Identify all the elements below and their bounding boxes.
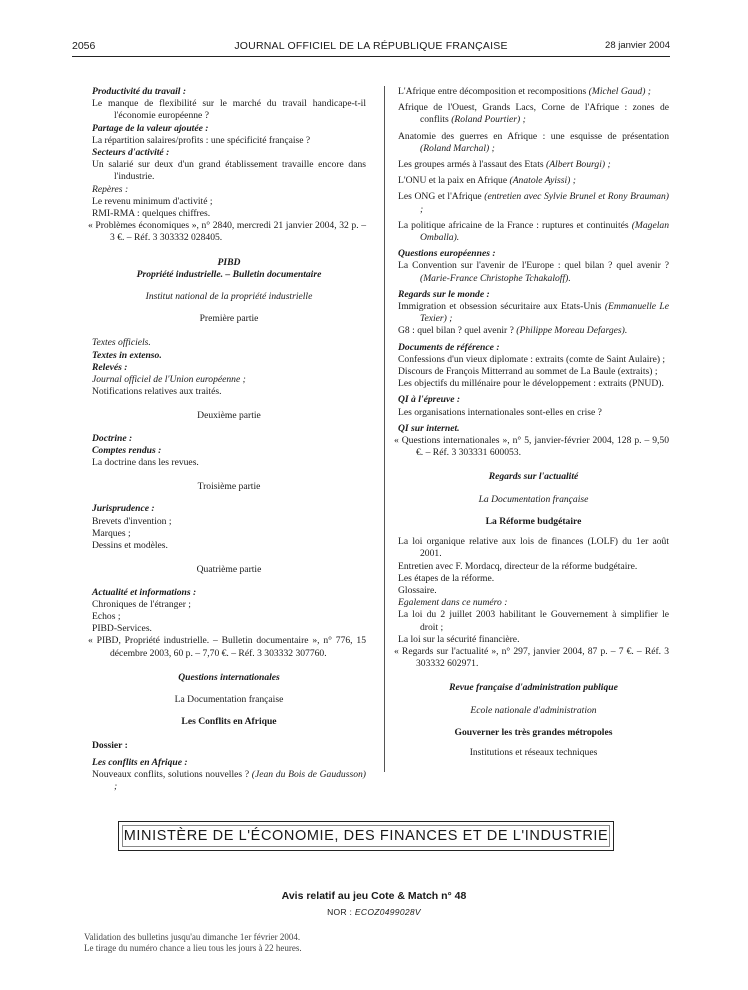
entry-text: [398, 325, 669, 337]
entry-text: [398, 86, 669, 98]
part-heading: Quatrième partie: [196, 564, 262, 576]
part-heading: Deuxième partie: [197, 410, 261, 422]
entry-text: Entretien avec F. Mordacq, directeur de la réforme budgétaire.: [398, 560, 638, 572]
entry-text: [398, 175, 669, 187]
issue-subtheme: Institutions et réseaux techniques: [469, 746, 598, 758]
nor-code: ECOZ0499028V: [354, 907, 421, 917]
section-heading: Comptes rendus :: [92, 444, 162, 456]
section-heading: Regards sur le monde :: [398, 288, 490, 300]
issue-theme: Gouverner les très grandes métropoles: [454, 726, 613, 738]
section-heading: Documents de référence :: [398, 341, 500, 353]
section-heading: Dossier :: [92, 740, 128, 752]
article-author: (Anatole Ayissi) ;: [509, 175, 576, 187]
page-number: 2056: [72, 40, 96, 52]
entry-text: Un salarié sur deux d'un grand établissement travaille encore dans l'industrie.: [92, 159, 366, 183]
publication-title: Revue française d'administration publique: [449, 682, 618, 694]
publication-subtitle: Propriété industrielle. – Bulletin documentaire: [136, 268, 322, 280]
article-author: (Magelan Omballa).: [420, 219, 669, 244]
notice-line: Validation des bulletins jusqu'au dimanche 1er février 2004.: [84, 932, 301, 942]
article-title: Les ONG et l'Afrique: [398, 191, 482, 203]
section-heading: Questions européennes :: [398, 248, 496, 260]
entry-text: [398, 191, 669, 215]
article-title: La Convention sur l'avenir de l'Europe : quel bilan ? quel avenir ?: [398, 260, 669, 272]
reference-line: « Problèmes économiques », n° 2840, mercredi 21 janvier 2004, 32 p. – 3 €. – Réf. 3 303332 028405.: [88, 220, 366, 244]
notice-line: Le tirage du numéro chance a lieu tous les jours à 22 heures.: [84, 943, 302, 953]
section-heading: Relevés :: [92, 361, 128, 373]
entry-text: Brevets d'invention ;: [92, 515, 172, 527]
left-column: [88, 86, 366, 793]
section-heading: Les conflits en Afrique :: [92, 756, 188, 768]
column-divider: [384, 86, 385, 772]
entry-text: Les étapes de la réforme.: [398, 572, 495, 584]
publisher-name: Ecole nationale d'administration: [470, 704, 597, 716]
section-heading: Repères :: [92, 183, 129, 195]
article-author: (Albert Bourgi) ;: [546, 159, 611, 171]
journal-title: JOURNAL OFFICIEL DE LA RÉPUBLIQUE FRANÇAISE: [234, 40, 508, 52]
entry-text: Marques ;: [92, 527, 131, 539]
article-title: Afrique de l'Ouest, Grands Lacs, Corne de l'Afrique : zones de conflits: [398, 102, 669, 126]
issue-theme: La Réforme budgétaire: [485, 515, 582, 527]
article-title: Anatomie des guerres en Afrique : une esquisse de présentation: [398, 130, 669, 142]
section-heading: Actualité et informations :: [92, 586, 197, 598]
entry-text: RMI-RMA : quelques chiffres.: [92, 208, 211, 220]
article-title: L'Afrique entre décomposition et recompositions: [398, 86, 587, 97]
article-author: (Emmanuelle Le Texier) ;: [420, 301, 669, 325]
notice-body: [84, 932, 524, 954]
entry-text: Confessions d'un vieux diplomate : extraits (comte de Saint Aulaire) ;: [398, 353, 666, 365]
section-heading: Productivité du travail :: [92, 86, 187, 97]
publication-title: Questions internationales: [178, 671, 280, 683]
entry-text: Les objectifs du millénaire pour le développement : extraits (PNUD).: [398, 378, 664, 390]
article-author: (Jean du Bois de Gaudusson) ;: [114, 768, 366, 792]
section-heading: Jurisprudence :: [92, 503, 155, 515]
entry-text: La loi sur la sécurité financière.: [398, 633, 520, 645]
entry-text: Notifications relatives aux traités.: [92, 386, 222, 398]
part-heading: Première partie: [199, 313, 259, 325]
reference-line: « Regards sur l'actualité », n° 297, janvier 2004, 87 p. – 7 €. – Réf. 3 303332 602971.: [394, 645, 669, 670]
entry-text: Dessins et modèles.: [92, 540, 168, 552]
issue-theme: Les Conflits en Afrique: [181, 716, 277, 728]
header-rule: [72, 56, 670, 57]
page-header: [72, 40, 670, 54]
issue-date: 28 janvier 2004: [605, 40, 670, 51]
section-heading: QI à l'épreuve :: [398, 394, 461, 406]
reference-line: « PIBD, Propriété industrielle. – Bulletin documentaire », n° 776, 15 décembre 2003, 60 p. – 7,70 €. – Réf. 3 303332 307760.: [88, 635, 366, 659]
nor-reference: [0, 907, 748, 917]
entry-text: Discours de François Mitterrand au sommet de La Baule (extraits) ;: [398, 366, 658, 378]
article-title: G8 : quel bilan ? quel avenir ?: [398, 325, 514, 337]
entry-text: [398, 301, 669, 325]
entry-text: Journal officiel de l'Union européenne ;: [92, 374, 246, 386]
entry-text: La répartition salaires/profits : une spécificité française ?: [92, 134, 311, 146]
article-title: Nouveaux conflits, solutions nouvelles ?: [92, 768, 250, 780]
section-heading: Doctrine :: [92, 432, 133, 444]
entry-text: Glossaire.: [398, 584, 437, 596]
article-title: L'ONU et la paix en Afrique: [398, 175, 508, 187]
publisher-name: Institut national de la propriété industrielle: [145, 291, 313, 303]
nor-label: NOR :: [327, 907, 353, 917]
article-author: (Marie-France Christophe Tchakaloff).: [420, 272, 571, 284]
notice-title: Avis relatif au jeu Cote & Match n° 48: [281, 890, 467, 902]
article-title: La politique africaine de la France : ruptures et continuités: [398, 219, 629, 231]
entry-text: [398, 102, 669, 126]
right-column: [394, 86, 670, 759]
entry-text: [92, 769, 366, 793]
entry-text: PIBD-Services.: [92, 623, 152, 635]
article-author: (Philippe Moreau Defarges).: [516, 325, 628, 337]
entry-text: La loi du 2 juillet 2003 habilitant le Gouvernement à simplifier le droit ;: [398, 609, 669, 633]
entry-text: Echos ;: [92, 610, 121, 622]
publisher-name: La Documentation française: [478, 493, 589, 505]
article-author: (Michel Gaud) ;: [588, 86, 651, 97]
publisher-name: La Documentation française: [174, 693, 284, 705]
article-author: (entretien avec Sylvie Brunel et Rony Brauman) ;: [420, 191, 670, 215]
article-author: (Roland Pourtier) ;: [451, 114, 526, 126]
publication-title: Regards sur l'actualité: [488, 471, 579, 483]
entry-text: Le manque de flexibilité sur le marché du travail handicape-t-il l'économie européenne ?: [92, 98, 366, 122]
entry-text: [398, 159, 669, 171]
entry-text: La loi organique relative aux lois de finances (LOLF) du 1er août 2001.: [398, 536, 669, 560]
entry-text: [398, 260, 669, 284]
entry-text: [398, 131, 669, 155]
section-heading: Textes in extenso.: [92, 349, 162, 361]
publication-title: PIBD: [217, 256, 241, 268]
section-heading: Secteurs d'activité :: [92, 147, 170, 159]
article-title: Les groupes armés à l'assaut des Etats: [398, 159, 544, 171]
entry-text: Le revenu minimum d'activité ;: [92, 195, 213, 207]
section-heading: Partage de la valeur ajoutée :: [92, 122, 209, 134]
section-heading: Egalement dans ce numéro :: [398, 597, 508, 609]
entry-text: Les organisations internationales sont-elles en crise ?: [398, 406, 602, 418]
section-heading: Textes officiels.: [92, 337, 151, 349]
reference-line: « Questions internationales », n° 5, janvier-février 2004, 128 p. – 9,50 €. – Réf. 3 303331 600053.: [394, 435, 669, 459]
section-heading: QI sur internet.: [398, 422, 460, 434]
article-author: (Roland Marchal) ;: [420, 142, 495, 154]
ministry-box: MINISTÈRE DE L'ÉCONOMIE, DES FINANCES ET DE L'INDUSTRIE: [118, 821, 614, 851]
entry-text: La doctrine dans les revues.: [92, 457, 199, 469]
article-title: Immigration et obsession sécuritaire aux Etats-Unis: [398, 301, 602, 313]
entry-text: Chroniques de l'étranger ;: [92, 598, 191, 610]
part-heading: Troisième partie: [197, 481, 261, 493]
entry-text: [398, 220, 669, 244]
